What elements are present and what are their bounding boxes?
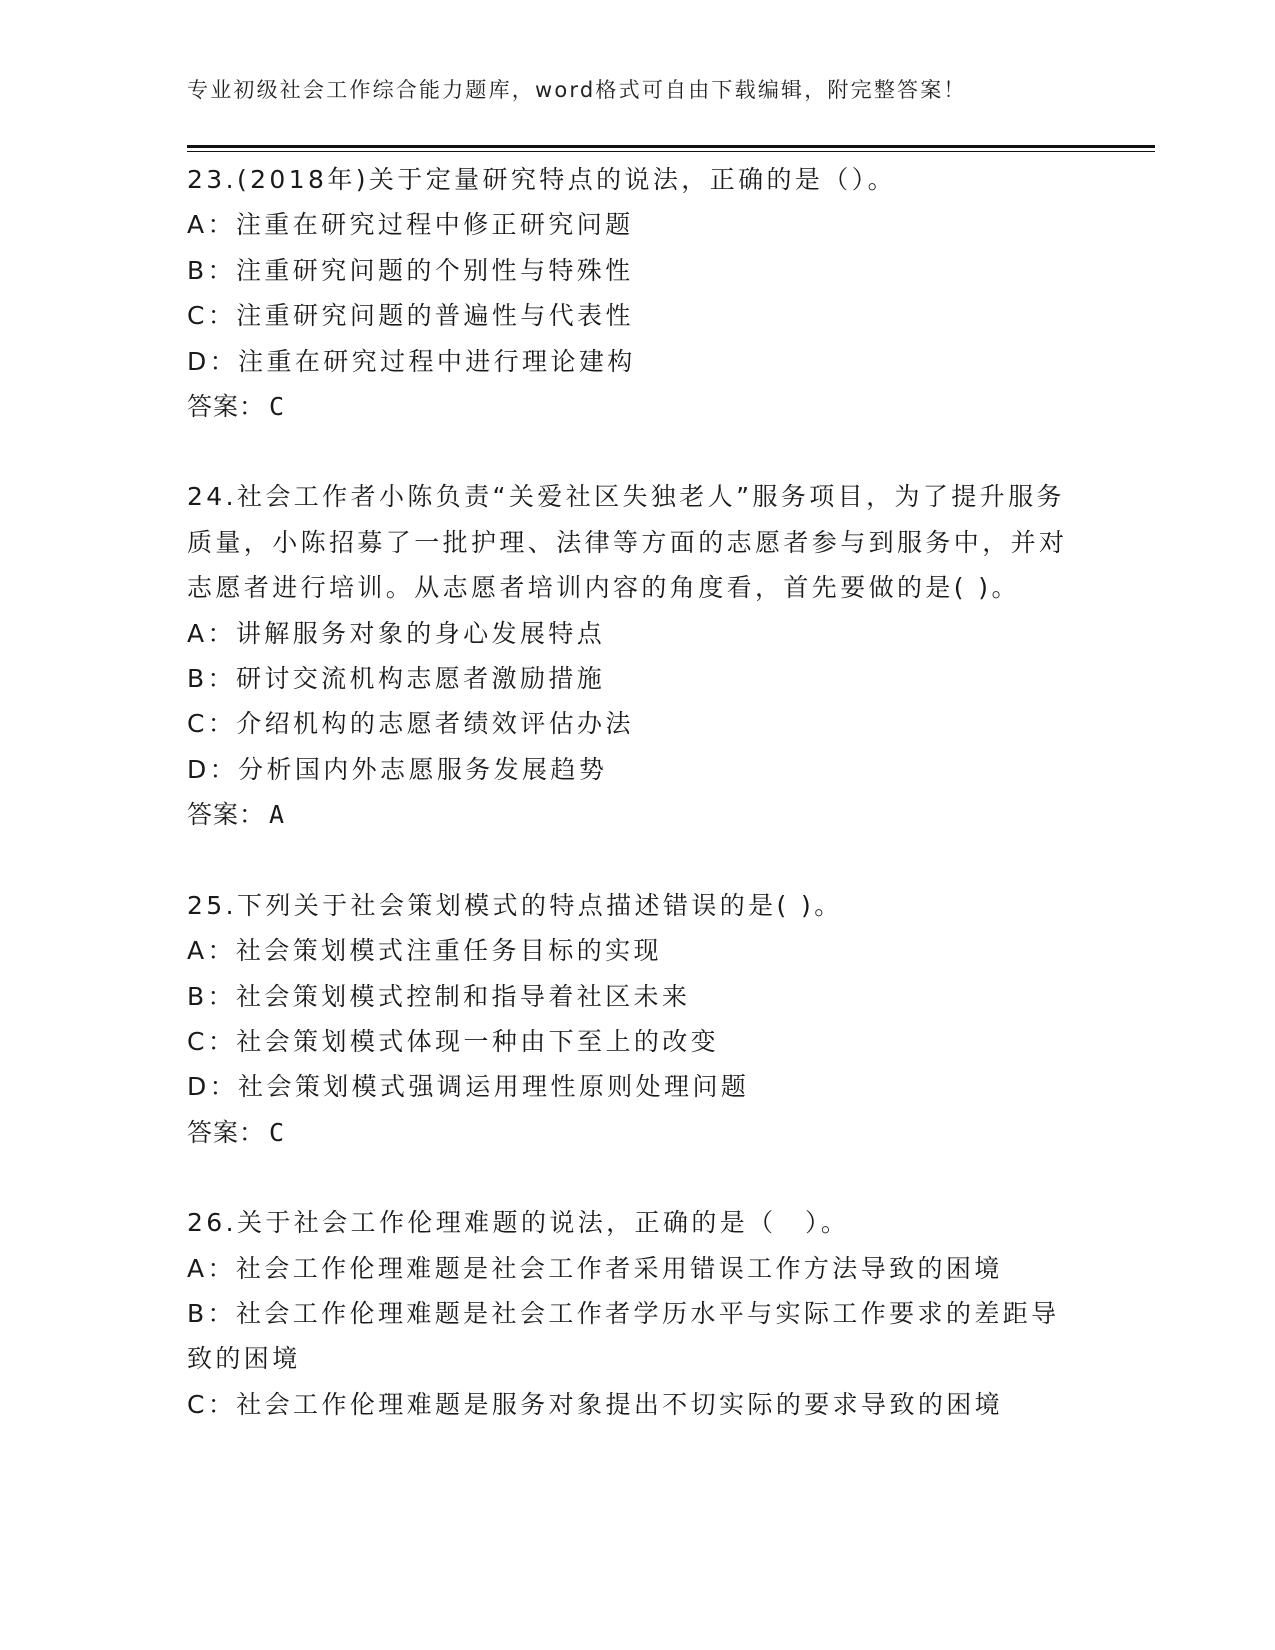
header-rule-thick bbox=[187, 145, 1155, 148]
answer-line bbox=[187, 1110, 1087, 1155]
option-d: D：注重在研究过程中进行理论建构 bbox=[187, 346, 636, 376]
option-c: C：社会工作伦理难题是服务对象提出不切实际的要求导致的困境 bbox=[187, 1389, 1004, 1419]
question-stem: 24.社会工作者小陈负责“关爱社区失独老人”服务项目，为了提升服务质量，小陈招募了一批护理、法律等方面的志愿者参与到服务中，并对志愿者进行培训。从志愿者培训内容的角度看，首先要做的是( )。 bbox=[187, 482, 1068, 603]
option-c: C：社会策划模式体现一种由下至上的改变 bbox=[187, 1026, 720, 1056]
option-d: D：分析国内外志愿服务发展趋势 bbox=[187, 754, 608, 784]
option-a: A：讲解服务对象的身心发展特点 bbox=[187, 618, 606, 648]
option-b: B：社会工作伦理难题是社会工作者学历水平与实际工作要求的差距导致的困境 bbox=[187, 1298, 1060, 1374]
option-a: A：注重在研究过程中修正研究问题 bbox=[187, 210, 634, 240]
option-b: B：社会策划模式控制和指导着社区未来 bbox=[187, 981, 691, 1011]
question-stem: 23.(2018年)关于定量研究特点的说法，正确的是（）。 bbox=[187, 165, 896, 194]
option-a: A：社会策划模式注重任务目标的实现 bbox=[187, 936, 662, 966]
option-d: D：社会策划模式强调运用理性原则处理问题 bbox=[187, 1072, 750, 1102]
option-a: A：社会工作伦理难题是社会工作者采用错误工作方法导致的困境 bbox=[187, 1253, 1003, 1283]
question-25 bbox=[187, 883, 1087, 1155]
option-b: B：研讨交流机构志愿者激励措施 bbox=[187, 664, 606, 694]
question-stem: 26.关于社会工作伦理难题的说法，正确的是（ ）。 bbox=[187, 1208, 850, 1238]
answer-value: A bbox=[269, 800, 286, 830]
option-c: C：注重研究问题的普遍性与代表性 bbox=[187, 301, 634, 331]
page-header: 专业初级社会工作综合能力题库，word格式可自由下载编辑，附完整答案！ bbox=[187, 78, 967, 102]
question-23 bbox=[187, 157, 1087, 429]
question-stem: 25.下列关于社会策划模式的特点描述错误的是( )。 bbox=[187, 890, 843, 920]
option-b: B：注重研究问题的个别性与特殊性 bbox=[187, 255, 634, 285]
answer-line bbox=[187, 792, 1087, 837]
answer-line bbox=[187, 384, 1087, 429]
answer-label: 答案： bbox=[187, 800, 266, 830]
option-c: C：介绍机构的志愿者绩效评估办法 bbox=[187, 709, 634, 739]
answer-value: C bbox=[269, 1117, 286, 1147]
answer-label: 答案： bbox=[187, 392, 266, 422]
question-26 bbox=[187, 1200, 1087, 1427]
question-24 bbox=[187, 474, 1087, 837]
header-rule-thin bbox=[187, 151, 1155, 152]
question-list bbox=[187, 157, 1087, 1427]
answer-label: 答案： bbox=[187, 1117, 266, 1147]
answer-value: C bbox=[269, 392, 286, 422]
